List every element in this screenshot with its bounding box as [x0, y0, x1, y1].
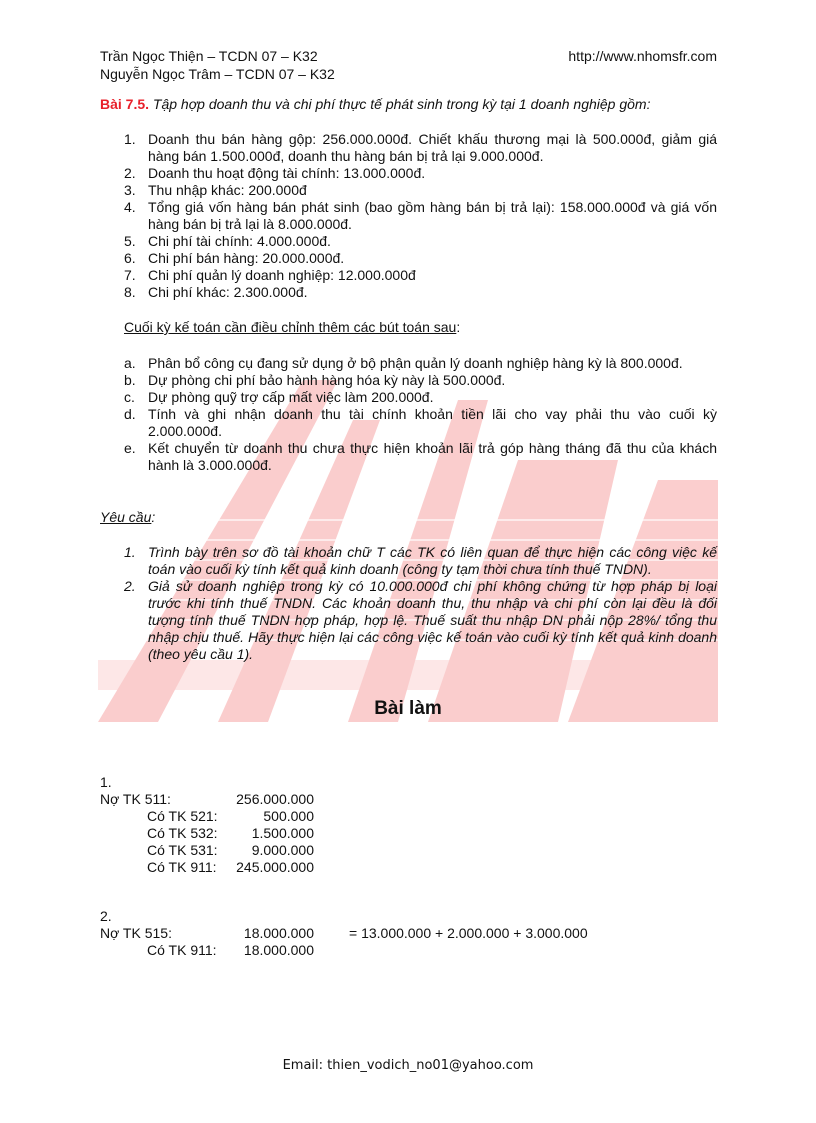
list-item: d. Tính và ghi nhận doanh thu tài chính khoản tiền lãi cho vay phải thu vào cuối kỳ 2.000.000đ. [124, 406, 717, 439]
list-item: c. Dự phòng quỹ trợ cấp mất việc làm 200.000đ. [124, 389, 434, 405]
debit-note: = 13.000.000 + 2.000.000 + 3.000.000 [349, 925, 588, 941]
adjustments-heading: Cuối kỳ kế toán cần điều chỉnh thêm các bút toán sau: [124, 319, 461, 335]
entry-label: 2. [100, 908, 112, 924]
credit-amount: 1.500.000 [251, 825, 314, 841]
credit-amount: 9.000.000 [251, 842, 314, 858]
list-item: 3. Thu nhập khác: 200.000đ [124, 182, 307, 198]
credit-account: Có TK 911: [147, 942, 217, 958]
credit-account: Có TK 531: [147, 842, 218, 858]
credit-account: Có TK 911: [147, 859, 217, 875]
requirements-list [100, 544, 717, 663]
adjustments-list [100, 355, 717, 474]
header-author-1: Trần Ngọc Thiện – TCDN 07 – K32 [100, 48, 318, 64]
debit-account: Nợ TK 515: [100, 925, 172, 941]
credit-amount: 245.000.000 [236, 859, 314, 875]
exercise-number: Bài 7.5. [100, 96, 150, 112]
list-item: 1. Doanh thu bán hàng gộp: 256.000.000đ. Chiết khấu thương mại là 500.000đ, giảm giá hàng bán 1.500.000đ, doanh thu hàng bán bị trả lại 9.000.000đ. [124, 131, 717, 164]
exercise-title [100, 95, 650, 113]
debit-account: Nợ TK 511: [100, 791, 171, 807]
solution-title: Bài làm [374, 698, 442, 719]
debit-amount: 256.000.000 [236, 791, 314, 807]
list-item: 2. Doanh thu hoạt động tài chính: 13.000.000đ. [124, 165, 426, 181]
footer-email: Email: thien_vodich_no01@yahoo.com [282, 1058, 534, 1073]
list-item: 8. Chi phí khác: 2.300.000đ. [124, 284, 308, 300]
header-url[interactable]: http://www.nhomsfr.com [568, 48, 717, 64]
debit-amount: 18.000.000 [243, 925, 314, 941]
credit-account: Có TK 532: [147, 825, 218, 841]
list-item: 1. Trình bày trên sơ đồ tài khoản chữ T các TK có liên quan để thực hiện các công việc kế toán vào cuối kỳ tính kết quả kinh doanh (công ty tạm thời chưa tính thuế TNDN). [124, 544, 717, 577]
credit-amount: 500.000 [263, 808, 314, 824]
exercise-title-text: Tập hợp doanh thu và chi phí thực tế phát sinh trong kỳ tại 1 doanh nghiệp gồm: [152, 96, 651, 112]
credit-amount: 18.000.000 [243, 942, 314, 958]
credit-account: Có TK 521: [147, 808, 218, 824]
entry-label: 1. [100, 774, 112, 790]
list-item: b. Dự phòng chi phí bảo hành hàng hóa kỳ này là 500.000đ. [124, 372, 506, 388]
list-item: 4. Tổng giá vốn hàng bán phát sinh (bao gồm hàng bán bị trả lại): 158.000.000đ và giá vốn hàng bán bị trả lại là 8.000.000đ. [124, 199, 717, 232]
list-item: 5. Chi phí tài chính: 4.000.000đ. [124, 233, 331, 249]
requirements-heading: Yêu cầu: [100, 509, 156, 525]
list-item: e. Kết chuyển từ doanh thu chưa thực hiện khoản lãi trả góp hàng tháng đã thu của khách hành là 3.000.000đ. [124, 440, 717, 473]
list-item: 6. Chi phí bán hàng: 20.000.000đ. [124, 250, 345, 266]
list-item: 2. Giả sử doanh nghiệp trong kỳ có 10.000.000đ chi phí không chứng từ hợp pháp bị loại trước khi tính thuế TNDN. Các khoản doanh thu, thu nhập và chi phí còn lại đều là đối tượng tính thuế TNDN hợp pháp, hợp lệ. Thuế suất thu nhập DN phải nộp 28%/ tổng thu nhập chịu thuế. Hãy thực hiện lại các công việc kế toán vào cuối kỳ tính kết quả kinh doanh (theo yêu cầu 1). [124, 578, 717, 662]
list-item: 7. Chi phí quản lý doanh nghiệp: 12.000.000đ [124, 267, 416, 283]
header-author-2: Nguyễn Ngọc Trâm – TCDN 07 – K32 [100, 66, 335, 82]
data-items-list [100, 131, 717, 301]
journal-entry-2 [100, 908, 660, 959]
list-item: a. Phân bổ công cụ đang sử dụng ở bộ phận quản lý doanh nghiệp hàng kỳ là 800.000đ. [124, 355, 683, 371]
journal-entry-1 [100, 774, 620, 876]
